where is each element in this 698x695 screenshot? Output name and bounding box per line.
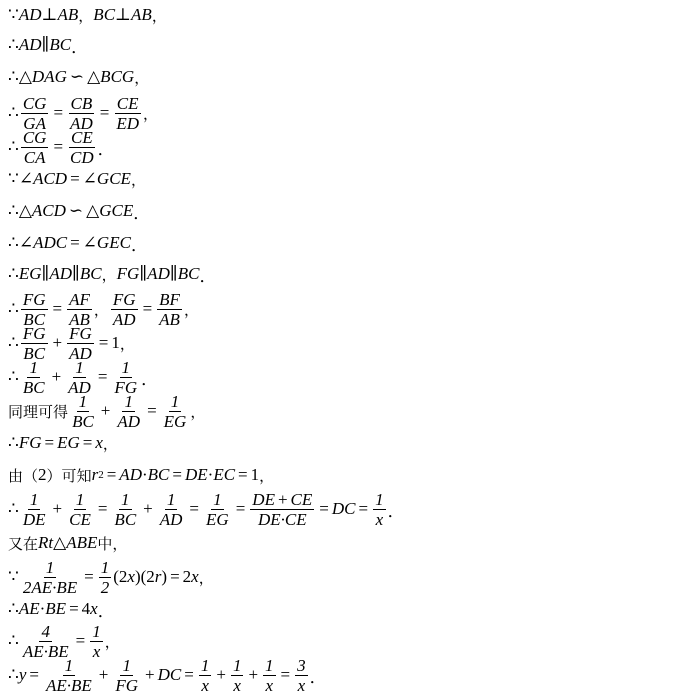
line-20: ∴ $\frac{4}{AE\cdot BE}$ = $\frac{1}{x}$ ，: [8, 621, 120, 661]
line-3: ∴△ D A G ∽ △ B C G ，: [8, 67, 150, 87]
line-10: ∴ $\frac{FG}{BC}$ = $\frac{AF}{AB}$ ， $\frac{FG}{AD}$ = $\frac{BF}{AB}$ ，: [8, 289, 199, 329]
line-5: ∴ $\frac{CG}{CA}$ = $\frac{CE}{CD}$ ．: [8, 127, 115, 167]
line-18: ∵ $\frac{1}{2AE\cdot BE}$ = $\frac{1}{2}$ (2 x )(2 r ) = 2 x ，: [8, 557, 214, 597]
line-1: ∵ A D ⊥ A B ， B C ⊥ A B ，: [8, 5, 167, 25]
line-9: ∴ E G ∥ A D ∥ B C ， F G ∥ A D ∥ B C ．: [8, 264, 217, 286]
line-6: ∵∠ A C D = ∠ G C E ，: [8, 169, 146, 189]
line-21: ∴ y = $\frac{1}{AE\cdot BE}$ + $\frac{1}{FG}$ + D C = $\frac{1}{x}$ + $\frac{1}{x}$ + $\frac{1}{x}$ = $\frac{3}{x}$ ．: [8, 655, 327, 695]
line-13: 同 理 可 得 $\frac{1}{BC}$ + $\frac{1}{AD}$ = $\frac{1}{EG}$ ，: [8, 391, 206, 431]
line-19: ∴ A E · B E = 4 x ．: [8, 599, 115, 621]
line-12: ∴ $\frac{1}{BC}$ + $\frac{1}{AD}$ = $\frac{1}{FG}$ ．: [8, 357, 159, 397]
line-8: ∴∠ A D C = ∠ G E C ．: [8, 233, 148, 255]
line-15: 由 （ 2 ） 可 知 r 2 = A D · B C = D E · E C = 1 ，: [8, 465, 275, 485]
line-14: ∴ F G = E G = x ，: [8, 433, 118, 453]
line-4: ∴ $\frac{CG}{GA}$ = $\frac{CB}{AD}$ = $\frac{CE}{ED}$ ，: [8, 93, 158, 133]
line-11: ∴ $\frac{FG}{BC}$ + $\frac{FG}{AD}$ = 1 ，: [8, 323, 135, 363]
line-16: ∴ $\frac{1}{DE}$ + $\frac{1}{CE}$ = $\frac{1}{BC}$ + $\frac{1}{AD}$ = $\frac{1}{EG}$ = $\frac{DE + CE}{DE\cdot CE}$ = D C = $\frac{1}{x}$ ．: [8, 489, 405, 529]
line-7: ∴△ A C D ∽ △ G C E ．: [8, 201, 151, 223]
line-17: 又 在 R t △ A B E 中 ，: [8, 533, 128, 553]
line-2: ∴ A D ∥ B C ．: [8, 35, 89, 57]
